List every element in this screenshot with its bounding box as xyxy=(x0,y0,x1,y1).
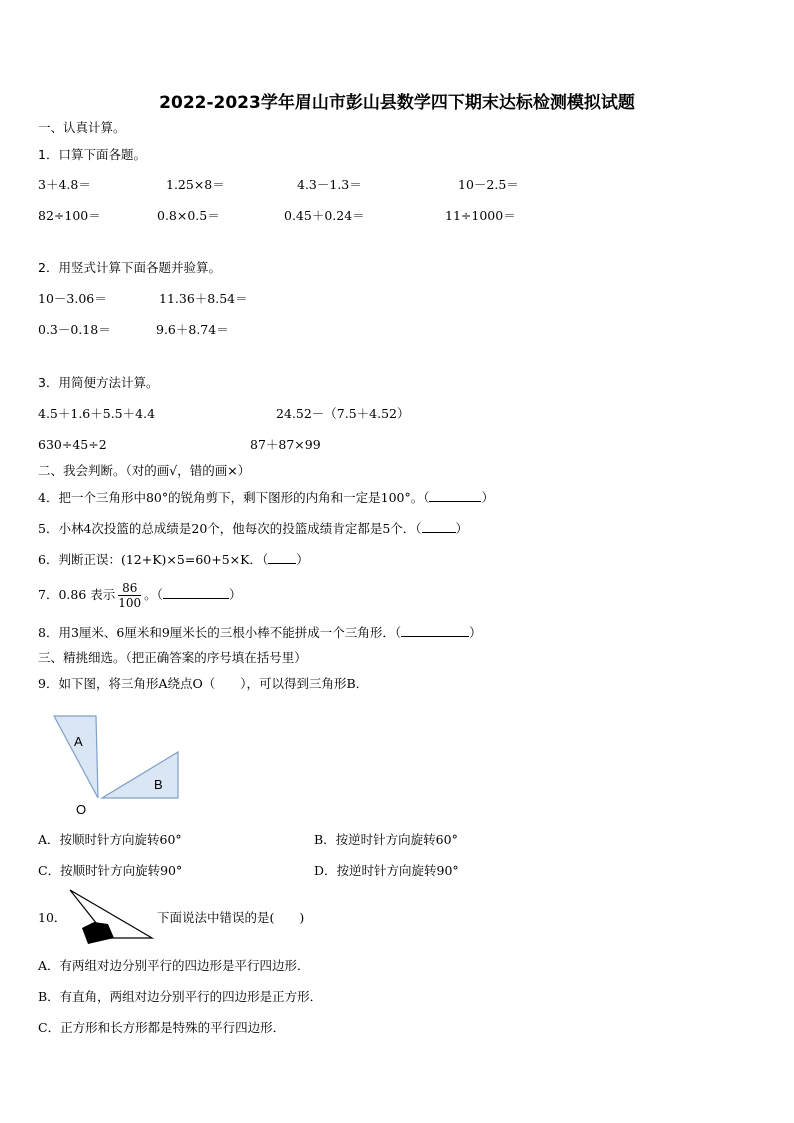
label-a: A xyxy=(74,734,83,749)
q1-item: 1.25×8＝ xyxy=(166,177,225,192)
q9-stem: 9．如下图，将三角形A绕点O（ ），可以得到三角形B． xyxy=(38,676,369,691)
triangle-b xyxy=(102,752,178,798)
q5-close: ） xyxy=(455,521,469,536)
q7-prefix: 7．0.86 表示 xyxy=(38,587,116,602)
q2-item: 0.3－0.18＝ xyxy=(38,322,111,337)
q3-item: 630÷45÷2 xyxy=(38,437,107,452)
q7-close: ） xyxy=(228,587,242,602)
q6-close: ） xyxy=(296,552,309,567)
q5-text: 5．小林4次投篮的总成绩是20个，他每次的投篮成绩肯定都是5个．（ xyxy=(38,521,422,536)
q3-item: 4.5＋1.6＋5.5＋4.4 xyxy=(38,406,156,421)
page-title: 2022-2023学年眉山市彭山县数学四下期末达标检测模拟试题 xyxy=(159,93,635,113)
black-shape xyxy=(82,922,114,944)
q9-option-c: C．按顺时针方向旋转90° xyxy=(38,863,183,878)
q2-item: 10－3.06＝ xyxy=(38,291,107,306)
q6-text: 6．判断正误：(12+K)×5=60+5×K．（ xyxy=(38,552,269,567)
q3-item: 24.52－（7.5＋4.52） xyxy=(276,406,410,421)
question-7 xyxy=(38,578,241,612)
q9-option-b: B．按逆时针方向旋转60° xyxy=(314,832,458,847)
fraction-denominator: 100 xyxy=(118,596,142,610)
q2-item: 11.36＋8.54＝ xyxy=(159,291,248,306)
rotation-figure xyxy=(40,706,200,818)
q3-label: 3．用简便方法计算。 xyxy=(38,375,159,390)
q4-text: 4．把一个三角形中80°的锐角剪下，剩下图形的内角和一定是100°。（ xyxy=(38,490,430,505)
question-5 xyxy=(38,520,468,537)
q1-label: 1．口算下面各题。 xyxy=(38,147,146,162)
question-6 xyxy=(38,551,309,568)
fraction-numerator: 86 xyxy=(118,581,141,596)
q1-item: 0.8×0.5＝ xyxy=(157,208,220,223)
section3-heading: 三、精挑细选。（把正确答案的序号填在括号里） xyxy=(38,650,307,665)
q1-item: 4.3－1.3＝ xyxy=(297,177,362,192)
q9-option-a: A．按顺时针方向旋转60° xyxy=(38,832,182,847)
section1-heading: 一、认真计算。 xyxy=(38,120,126,135)
label-b: B xyxy=(154,777,163,792)
q1-item: 3＋4.8＝ xyxy=(38,177,91,192)
triangle-a xyxy=(54,716,98,798)
q10-option-a: A．有两组对边分别平行的四边形是平行四边形． xyxy=(38,958,310,973)
q1-item: 11÷1000＝ xyxy=(445,208,516,223)
q2-label: 2．用竖式计算下面各题并验算。 xyxy=(38,260,221,275)
q1-item: 10－2.5＝ xyxy=(458,177,519,192)
q8-text: 8．用3厘米、6厘米和9厘米长的三根小棒不能拼成一个三角形．（ xyxy=(38,625,402,640)
q3-item: 87＋87×99 xyxy=(250,437,321,452)
q8-close: ） xyxy=(469,625,482,640)
q2-item: 9.6＋8.74＝ xyxy=(156,322,229,337)
answer-blank[interactable] xyxy=(401,624,469,637)
answer-blank[interactable] xyxy=(422,520,456,533)
q9-option-d: D．按逆时针方向旋转90° xyxy=(314,863,459,878)
q4-close: ） xyxy=(481,490,494,505)
answer-blank[interactable] xyxy=(268,551,296,564)
label-o: O xyxy=(76,802,87,817)
q1-item: 82÷100＝ xyxy=(38,208,101,223)
answer-blank[interactable] xyxy=(429,489,481,502)
q10-figure xyxy=(64,886,156,946)
triangle-outline xyxy=(70,890,152,938)
q1-item: 0.45＋0.24＝ xyxy=(284,208,365,223)
question-4 xyxy=(38,489,494,506)
q10-number: 10． xyxy=(38,910,67,925)
answer-blank[interactable] xyxy=(163,586,229,599)
q7-suffix: 。（ xyxy=(144,587,163,602)
q10-stem: 下面说法中错误的是( ) xyxy=(157,910,305,925)
question-8 xyxy=(38,624,482,641)
q10-option-c: C．正方形和长方形都是特殊的平行四边形． xyxy=(38,1020,286,1035)
fraction xyxy=(118,581,141,610)
q10-option-b: B．有直角，两组对边分别平行的四边形是正方形． xyxy=(38,989,323,1004)
section2-heading: 二、我会判断。（对的画√，错的画×） xyxy=(38,463,251,478)
